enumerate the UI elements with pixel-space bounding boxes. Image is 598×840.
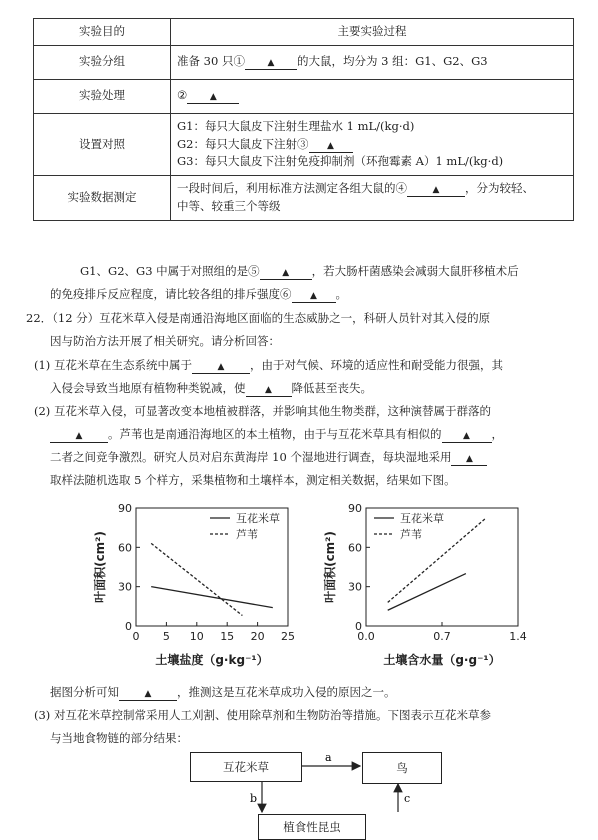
q22-part2-line2 [50, 425, 503, 443]
answer-blank-8[interactable] [246, 382, 292, 397]
q21-text-4: 。 [335, 287, 347, 301]
answer-blank-5[interactable] [260, 265, 312, 280]
blank-marker: ▲ [282, 268, 290, 278]
control-line-g2: G2：每只大鼠皮下注射③ [177, 136, 309, 151]
plot-frame [136, 508, 288, 626]
answer-blank-2[interactable] [187, 89, 239, 104]
x-axis-label: 土壤盐度（g·kg⁻¹） [155, 653, 269, 667]
x-tick-label: 0.7 [433, 630, 451, 643]
plot-frame [366, 508, 518, 626]
row-label-measure: 实验数据测定 [34, 176, 171, 221]
y-tick-label: 60 [348, 541, 362, 555]
blank-marker: ▲ [75, 431, 83, 441]
q21-text-3: 的免疫排斥反应程度，请比较各组的排斥强度⑥ [50, 287, 292, 301]
row-label-control: 设置对照 [34, 113, 171, 175]
table-row [34, 79, 574, 113]
row-content-measure [171, 176, 574, 221]
x-tick-label: 5 [162, 630, 170, 643]
answer-blank-10[interactable] [442, 428, 492, 443]
answer-blank-7[interactable] [192, 359, 250, 374]
q22-part3-line2: 与当地食物链的部分结果： [50, 731, 188, 745]
food-chain-diagram [0, 750, 598, 840]
chart-salinity-svg [92, 496, 312, 678]
q22-part1-line1 [34, 356, 503, 374]
q22-after-chart [50, 683, 396, 701]
x-tick-label: 15 [220, 630, 235, 643]
p1-text-1: (1) 互花米草在生态系统中属于 [34, 358, 192, 372]
series-line-1 [151, 543, 242, 615]
blank-marker: ▲ [463, 431, 470, 441]
answer-blank-9[interactable] [50, 428, 108, 443]
treatment-text: ② [177, 88, 188, 103]
answer-blank-4[interactable] [407, 182, 465, 197]
blank-marker: ▲ [465, 454, 473, 464]
after-chart-text-2: ，推测这是互花米草成功入侵的原因之一。 [177, 685, 396, 699]
q22-part3-line1: (3) 对互花米草控制常采用人工刈割、使用除草剂和生物防治等措施。下图表示互花米草参 [34, 708, 491, 722]
edge-label-b: b [250, 792, 258, 805]
table-row [34, 45, 574, 79]
x-tick-label: 1.4 [509, 630, 527, 643]
row-label-grouping: 实验分组 [34, 45, 171, 79]
blank-marker: ▲ [327, 140, 334, 151]
control-line-g1: G1：每只大鼠皮下注射生理盐水 1 mL/(kg·d) [177, 118, 415, 133]
x-axis-label: 土壤含水量（g·g⁻¹） [383, 653, 501, 667]
experiment-table [33, 18, 574, 221]
node-spartina: 互花米草 [190, 752, 302, 782]
x-tick-label: 25 [281, 630, 295, 643]
q22-intro-2: 因与防治方法开展了相关研究。请分析回答： [50, 334, 280, 348]
x-tick-label: 0 [132, 630, 140, 643]
grouping-text: 准备 30 只① [177, 54, 245, 69]
measure-text: 一段时间后，利用标准方法测定各组大鼠的④ [177, 181, 407, 196]
blank-marker: ▲ [265, 385, 272, 395]
p2-text-3: 二者之间竞争激烈。研究人员对启东黄海岸 10 个湿地进行调查，每块湿地采用 [50, 450, 452, 464]
row-content-grouping [171, 45, 574, 79]
grouping-text-after: 的大鼠，均分为 3 组：G1、G2、G3 [296, 54, 488, 69]
blank-marker: ▲ [310, 291, 317, 301]
edge-label-c: c [404, 792, 411, 805]
measure-line-1 [177, 180, 567, 198]
p1-text-4: 降低甚至丧失。 [291, 381, 372, 395]
p2-text-2: 。芦苇也是南通沿海地区的本土植物，由于与互花米草具有相似的 [108, 427, 442, 441]
header-process: 主要实验过程 [171, 19, 574, 46]
y-tick-label: 90 [118, 502, 132, 515]
series-line-0 [151, 587, 273, 608]
blank-marker: ▲ [209, 92, 217, 103]
legend-label-0: 互花米草 [236, 512, 280, 525]
y-tick-label: 30 [348, 580, 362, 594]
p1-text-3: 入侵会导致当地原有植物种类锐减，使 [50, 381, 246, 395]
q21-tail-line-1 [80, 262, 519, 280]
answer-blank-3[interactable] [309, 138, 353, 153]
measure-line-2: 中等、较重三个等级 [177, 199, 281, 214]
edge-label-a: a [325, 751, 332, 764]
chart-moisture [322, 496, 542, 681]
measure-text-after: ，分为较轻、 [465, 181, 534, 196]
after-chart-text-1: 据图分析可知 [50, 685, 119, 699]
p2-comma: ， [491, 427, 503, 441]
table-row [34, 176, 574, 221]
blank-marker: ▲ [217, 362, 225, 372]
chart-salinity [92, 496, 312, 681]
q22-part2-line4: 取样法随机选取 5 个样方，采集植物和土壤样本，测定相关数据，结果如下图。 [50, 473, 456, 487]
node-bird: 鸟 [362, 752, 442, 784]
answer-blank-6[interactable] [292, 288, 336, 303]
row-label-treatment: 实验处理 [34, 79, 171, 113]
y-tick-label: 60 [118, 541, 132, 555]
legend-label-0: 互花米草 [400, 512, 444, 525]
row-content-treatment [171, 79, 574, 113]
q21-text-1: G1、G2、G3 中属于对照组的是⑤ [80, 264, 260, 278]
q21-text-2: ，若大肠杆菌感染会减弱大鼠肝移植术后 [311, 264, 519, 278]
q22-part2-line1: (2) 互花米草入侵，可显著改变本地植被群落，并影响其他生物类群，这种演替属于群落的 [34, 404, 491, 418]
header-purpose: 实验目的 [34, 19, 171, 46]
answer-blank-11[interactable] [451, 451, 487, 466]
chart-moisture-svg [322, 496, 542, 678]
y-tick-label: 30 [118, 580, 132, 594]
control-line-g3: G3：每只大鼠皮下注射免疫抑制剂（环孢霉素 A）1 mL/(kg·d) [177, 154, 504, 169]
y-axis-label: 叶面积(cm²) [93, 531, 107, 603]
control-line-g2-wrap [177, 136, 567, 154]
legend-label-1: 芦苇 [400, 528, 422, 541]
y-axis-label: 叶面积(cm²) [323, 531, 337, 603]
blank-marker: ▲ [432, 185, 440, 196]
row-content-control [171, 113, 574, 175]
q22-part2-line3 [50, 448, 487, 466]
table-header-row [34, 19, 574, 46]
legend-label-1: 芦苇 [236, 528, 258, 541]
x-tick-label: 20 [250, 630, 265, 643]
answer-blank-1[interactable] [245, 55, 297, 70]
blank-marker: ▲ [144, 689, 152, 699]
x-tick-label: 10 [189, 630, 204, 643]
answer-blank-12[interactable] [119, 686, 177, 701]
y-tick-label: 0 [355, 620, 362, 633]
q22-part1-line2 [50, 379, 372, 397]
q21-tail-line-2 [50, 285, 347, 303]
p1-text-2: ，由于对气候、环境的适应性和耐受能力很强，其 [249, 358, 503, 372]
table-row [34, 113, 574, 175]
q22-intro-1: 22．（12 分）互花米草入侵是南通沿海地区面临的生态威胁之一，科研人员针对其入侵的原 [26, 311, 491, 325]
y-tick-label: 0 [125, 620, 132, 633]
x-tick-label: 0.0 [357, 630, 375, 643]
blank-marker: ▲ [267, 58, 275, 69]
node-insect: 植食性昆虫 [258, 814, 366, 840]
y-tick-label: 90 [348, 502, 362, 515]
